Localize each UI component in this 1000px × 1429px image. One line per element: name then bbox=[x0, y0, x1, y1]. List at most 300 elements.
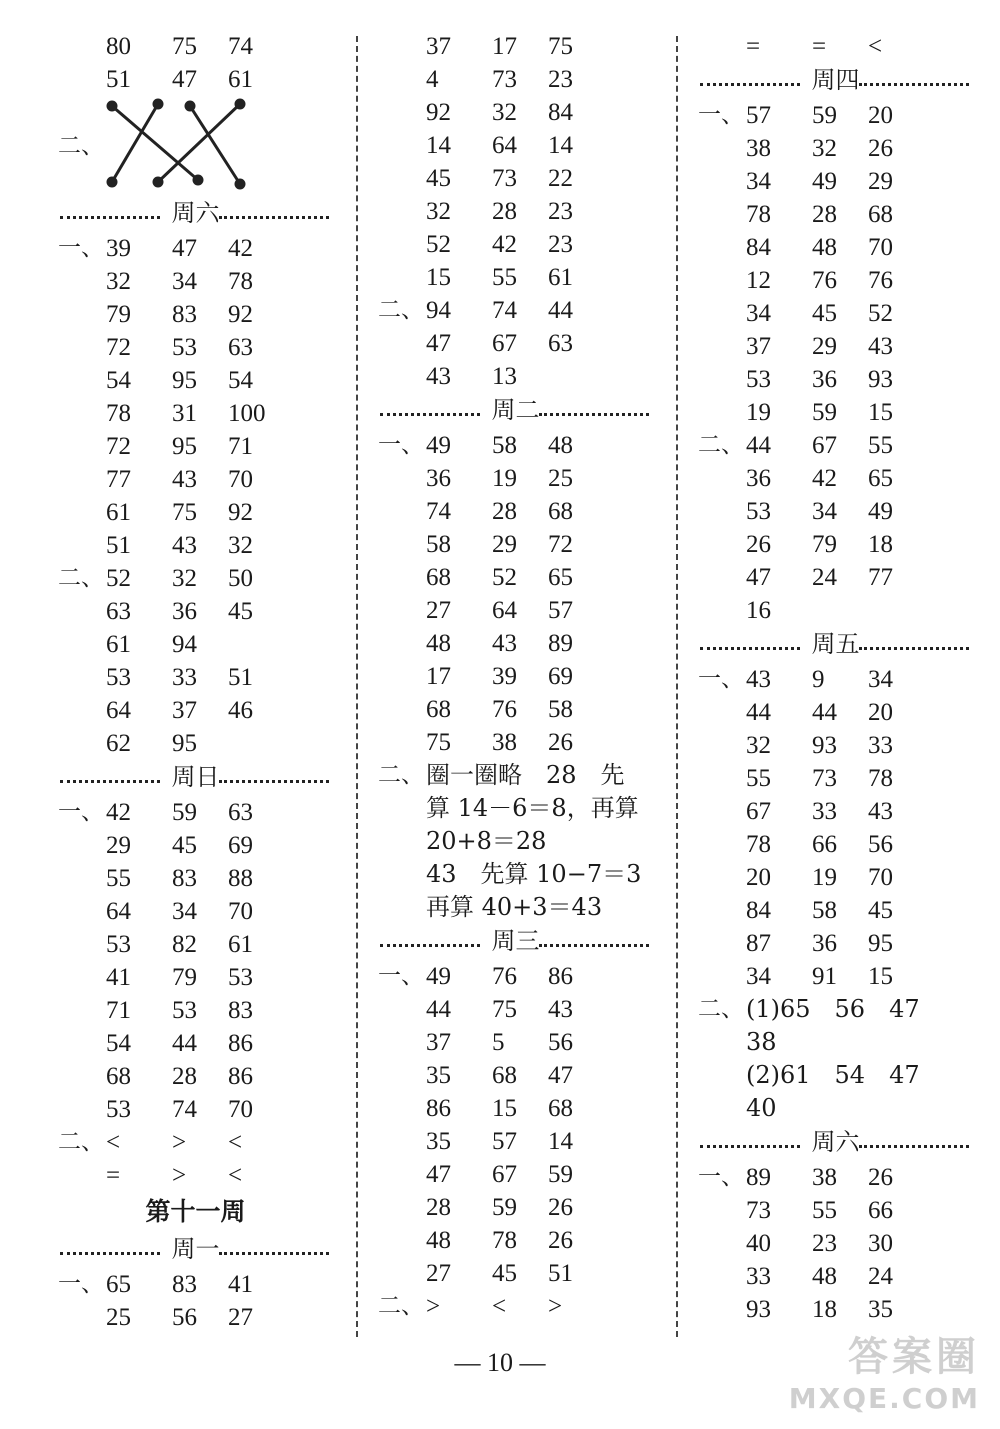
answer-value: 19 bbox=[746, 399, 771, 426]
question-label: 二、 bbox=[58, 133, 104, 159]
answer-value: 35 bbox=[426, 1062, 451, 1089]
answer-block bbox=[58, 30, 333, 96]
answer-value: 37 bbox=[426, 1029, 451, 1056]
answer-value: 59 bbox=[812, 102, 837, 129]
answer-row bbox=[58, 232, 333, 265]
answer-row bbox=[378, 228, 653, 261]
question-label: 一、 bbox=[58, 235, 104, 261]
answer-row bbox=[698, 696, 973, 729]
section-title: 周六 bbox=[811, 1128, 860, 1156]
answer-row bbox=[698, 1260, 973, 1293]
answer-value: 95 bbox=[172, 367, 197, 394]
answer-value: 65 bbox=[548, 564, 573, 591]
answer-value: 86 bbox=[548, 963, 573, 990]
answer-value: 79 bbox=[172, 964, 197, 991]
answer-value: 34 bbox=[868, 666, 893, 693]
answer-row bbox=[698, 495, 973, 528]
answer-value: 94 bbox=[172, 631, 197, 658]
answer-value: 82 bbox=[172, 931, 197, 958]
answer-row bbox=[698, 561, 973, 594]
answer-value: 20 bbox=[868, 102, 893, 129]
answer-value: 40 bbox=[746, 1230, 771, 1257]
answer-value: 95 bbox=[172, 433, 197, 460]
answer-value: 64 bbox=[492, 597, 517, 624]
answer-block bbox=[698, 99, 973, 429]
answer-text-line bbox=[698, 993, 973, 1026]
answer-value: 47 bbox=[548, 1062, 573, 1089]
answer-value: 36 bbox=[746, 465, 771, 492]
answer-value: 72 bbox=[548, 531, 573, 558]
answer-value: 76 bbox=[492, 696, 517, 723]
answer-row bbox=[698, 198, 973, 231]
answer-value: 86 bbox=[228, 1063, 253, 1090]
answer-value: 15 bbox=[868, 963, 893, 990]
answer-value: 42 bbox=[492, 231, 517, 258]
answer-value: 59 bbox=[492, 1194, 517, 1221]
answer-value: 58 bbox=[426, 531, 451, 558]
answer-value: 48 bbox=[812, 234, 837, 261]
answer-value: 33 bbox=[812, 798, 837, 825]
answer-column-2 bbox=[378, 30, 653, 1323]
answer-value: 33 bbox=[172, 664, 197, 691]
answer-row bbox=[378, 1059, 653, 1092]
answer-value: 23 bbox=[548, 66, 573, 93]
answer-row bbox=[378, 993, 653, 1026]
answer-row bbox=[378, 693, 653, 726]
answer-value: 56 bbox=[548, 1029, 573, 1056]
answer-value: 74 bbox=[426, 498, 451, 525]
answer-value: 89 bbox=[746, 1164, 771, 1191]
answer-row bbox=[378, 327, 653, 360]
answer-value: 59 bbox=[172, 799, 197, 826]
question-label: 一、 bbox=[378, 432, 424, 458]
answer-row bbox=[58, 562, 333, 595]
answer-value: 65 bbox=[106, 1271, 131, 1298]
answer-row bbox=[698, 231, 973, 264]
answer-value: 39 bbox=[492, 663, 517, 690]
answer-value: 67 bbox=[746, 798, 771, 825]
answer-value: 42 bbox=[228, 235, 253, 262]
answer-value: 32 bbox=[172, 565, 197, 592]
answer-row bbox=[378, 561, 653, 594]
answer-value: 5 bbox=[492, 1029, 505, 1056]
answer-value: 61 bbox=[106, 631, 131, 658]
answer-value: > bbox=[548, 1293, 563, 1320]
answer-block bbox=[698, 663, 973, 993]
answer-row bbox=[378, 528, 653, 561]
answer-value: 25 bbox=[548, 465, 573, 492]
answer-value: 45 bbox=[172, 832, 197, 859]
question-label: 二、 bbox=[698, 996, 744, 1022]
answer-row bbox=[378, 429, 653, 462]
answer-row bbox=[58, 694, 333, 727]
answer-row bbox=[698, 99, 973, 132]
question-label: 二、 bbox=[378, 297, 424, 323]
answer-value: 37 bbox=[172, 697, 197, 724]
answer-row bbox=[698, 927, 973, 960]
answer-value: 74 bbox=[228, 33, 253, 60]
answer-value: 64 bbox=[492, 132, 517, 159]
answer-value: 15 bbox=[868, 399, 893, 426]
answer-value: 24 bbox=[812, 564, 837, 591]
answer-value: 27 bbox=[426, 597, 451, 624]
answer-value: 9 bbox=[812, 666, 825, 693]
answer-value: 63 bbox=[228, 799, 253, 826]
answer-value: 45 bbox=[492, 1260, 517, 1287]
answer-value: 29 bbox=[492, 531, 517, 558]
answer-value: 70 bbox=[228, 1096, 253, 1123]
section-header-thursday bbox=[698, 63, 973, 99]
answer-text: 40 bbox=[746, 1094, 777, 1122]
answer-value: 57 bbox=[492, 1128, 517, 1155]
answer-value: 43 bbox=[172, 532, 197, 559]
answer-value: 54 bbox=[106, 367, 131, 394]
answer-value: 77 bbox=[106, 466, 131, 493]
answer-value: 25 bbox=[106, 1304, 131, 1331]
answer-value: 74 bbox=[492, 297, 517, 324]
answer-value: 26 bbox=[868, 1164, 893, 1191]
answer-row bbox=[378, 594, 653, 627]
answer-row bbox=[58, 1126, 333, 1159]
answer-value: 50 bbox=[228, 565, 253, 592]
section-title: 周五 bbox=[811, 630, 860, 658]
answer-value: 15 bbox=[492, 1095, 517, 1122]
answer-value: 63 bbox=[228, 334, 253, 361]
answer-value: 43 bbox=[426, 363, 451, 390]
answer-value: 26 bbox=[746, 531, 771, 558]
answer-value: 46 bbox=[228, 697, 253, 724]
answer-value: 93 bbox=[746, 1296, 771, 1323]
answer-value: 34 bbox=[812, 498, 837, 525]
answer-value: 36 bbox=[812, 930, 837, 957]
answer-row bbox=[698, 264, 973, 297]
answer-value: 13 bbox=[492, 363, 517, 390]
answer-value: 53 bbox=[106, 664, 131, 691]
section-header-saturday bbox=[698, 1125, 973, 1161]
answer-row bbox=[58, 628, 333, 661]
answer-value: 61 bbox=[548, 264, 573, 291]
answer-value: 28 bbox=[492, 198, 517, 225]
matching-lines-figure bbox=[100, 96, 270, 196]
answer-value: 75 bbox=[172, 499, 197, 526]
question-label: 二、 bbox=[698, 432, 744, 458]
answer-row bbox=[58, 1268, 333, 1301]
answer-value: 26 bbox=[868, 135, 893, 162]
answer-value: 27 bbox=[426, 1260, 451, 1287]
answer-value: 14 bbox=[426, 132, 451, 159]
answer-value: 44 bbox=[812, 699, 837, 726]
watermark-logo bbox=[789, 1325, 980, 1415]
answer-row bbox=[378, 96, 653, 129]
answer-value: 57 bbox=[746, 102, 771, 129]
answer-value: 64 bbox=[106, 697, 131, 724]
answer-value: > bbox=[426, 1293, 441, 1320]
answer-value: 47 bbox=[426, 1161, 451, 1188]
answer-text-line bbox=[378, 759, 653, 792]
answer-value: 22 bbox=[548, 165, 573, 192]
answer-value: < bbox=[228, 1129, 243, 1156]
answer-value: 30 bbox=[868, 1230, 893, 1257]
answer-value: 61 bbox=[228, 66, 253, 93]
answer-row bbox=[698, 594, 973, 627]
answer-value: 65 bbox=[868, 465, 893, 492]
answer-row bbox=[378, 1125, 653, 1158]
answer-text-line bbox=[378, 858, 653, 891]
answer-value: 56 bbox=[172, 1304, 197, 1331]
answer-row bbox=[58, 63, 333, 96]
answer-value: 95 bbox=[868, 930, 893, 957]
answer-row bbox=[698, 894, 973, 927]
answer-value: 41 bbox=[106, 964, 131, 991]
answer-value: 73 bbox=[492, 66, 517, 93]
answer-row bbox=[698, 861, 973, 894]
answer-value: 61 bbox=[106, 499, 131, 526]
answer-value: 62 bbox=[106, 730, 131, 757]
answer-value: 61 bbox=[228, 931, 253, 958]
section-header-monday bbox=[58, 1232, 333, 1268]
answer-value: 47 bbox=[172, 235, 197, 262]
answer-row bbox=[378, 1026, 653, 1059]
answer-block bbox=[58, 232, 333, 562]
answer-row bbox=[58, 1301, 333, 1334]
question-label: 二、 bbox=[58, 565, 104, 591]
answer-text: (1)65 56 47 bbox=[746, 995, 920, 1023]
answer-value: 55 bbox=[106, 865, 131, 892]
answer-value: 52 bbox=[426, 231, 451, 258]
answer-row bbox=[58, 895, 333, 928]
answer-value: 68 bbox=[868, 201, 893, 228]
answer-value: 52 bbox=[868, 300, 893, 327]
answer-row bbox=[698, 132, 973, 165]
answer-block bbox=[58, 796, 333, 1126]
answer-value: 35 bbox=[426, 1128, 451, 1155]
answer-value: 54 bbox=[228, 367, 253, 394]
section-header-tuesday bbox=[378, 393, 653, 429]
answer-value: 39 bbox=[106, 235, 131, 262]
answer-value: < bbox=[228, 1162, 243, 1189]
answer-value: 58 bbox=[492, 432, 517, 459]
answer-value: 86 bbox=[426, 1095, 451, 1122]
answer-column-3 bbox=[698, 30, 973, 1326]
section-title: 周日 bbox=[171, 763, 220, 791]
answer-value: 18 bbox=[812, 1296, 837, 1323]
answer-value: 67 bbox=[812, 432, 837, 459]
answer-value: 93 bbox=[812, 732, 837, 759]
answer-value: 27 bbox=[228, 1304, 253, 1331]
answer-value: 43 bbox=[492, 630, 517, 657]
answer-row bbox=[698, 429, 973, 462]
answer-row bbox=[378, 294, 653, 327]
answer-value: 48 bbox=[426, 630, 451, 657]
answer-value: 55 bbox=[746, 765, 771, 792]
answer-value: 29 bbox=[106, 832, 131, 859]
answer-value: 51 bbox=[548, 1260, 573, 1287]
answer-row bbox=[698, 729, 973, 762]
answer-value: 54 bbox=[106, 1030, 131, 1057]
answer-row bbox=[378, 1092, 653, 1125]
answer-value: 34 bbox=[746, 963, 771, 990]
answer-value: 53 bbox=[746, 498, 771, 525]
answer-value: 48 bbox=[812, 1263, 837, 1290]
answer-value: 53 bbox=[172, 997, 197, 1024]
answer-row bbox=[58, 1093, 333, 1126]
answer-row bbox=[58, 1027, 333, 1060]
answer-value: 77 bbox=[868, 564, 893, 591]
answer-value: 12 bbox=[746, 267, 771, 294]
answer-value: 38 bbox=[812, 1164, 837, 1191]
answer-block bbox=[58, 1126, 333, 1192]
answer-value: 34 bbox=[746, 168, 771, 195]
answer-row bbox=[698, 30, 973, 63]
answer-row bbox=[58, 862, 333, 895]
answer-value: 49 bbox=[426, 963, 451, 990]
answer-text-block bbox=[378, 759, 653, 924]
answer-value: 78 bbox=[868, 765, 893, 792]
answer-value: 48 bbox=[426, 1227, 451, 1254]
answer-row bbox=[378, 162, 653, 195]
answer-value: 43 bbox=[746, 666, 771, 693]
answer-row bbox=[58, 430, 333, 463]
question-label: 二、 bbox=[58, 1129, 104, 1155]
answer-text-block bbox=[698, 993, 973, 1125]
answer-block bbox=[698, 429, 973, 627]
answer-value: 63 bbox=[106, 598, 131, 625]
answer-row bbox=[378, 1191, 653, 1224]
answer-value: 44 bbox=[172, 1030, 197, 1057]
answer-value: 91 bbox=[812, 963, 837, 990]
answer-value: 37 bbox=[426, 33, 451, 60]
answer-value: 68 bbox=[106, 1063, 131, 1090]
answer-value: 38 bbox=[746, 135, 771, 162]
answer-value: 35 bbox=[868, 1296, 893, 1323]
answer-value: 49 bbox=[812, 168, 837, 195]
answer-value: 84 bbox=[548, 99, 573, 126]
answer-value: 32 bbox=[426, 198, 451, 225]
answer-value: 32 bbox=[746, 732, 771, 759]
answer-value: 74 bbox=[172, 1096, 197, 1123]
answer-value: 28 bbox=[492, 498, 517, 525]
answer-value: 53 bbox=[106, 1096, 131, 1123]
answer-value: 52 bbox=[492, 564, 517, 591]
answer-value: 23 bbox=[548, 198, 573, 225]
answer-value: 44 bbox=[746, 699, 771, 726]
answer-value: 76 bbox=[812, 267, 837, 294]
answer-row bbox=[698, 165, 973, 198]
answer-value: 78 bbox=[746, 201, 771, 228]
answer-value: 73 bbox=[746, 1197, 771, 1224]
answer-row bbox=[698, 1161, 973, 1194]
answer-value: 28 bbox=[812, 201, 837, 228]
answer-row bbox=[378, 195, 653, 228]
answer-value: 32 bbox=[492, 99, 517, 126]
answer-row bbox=[378, 462, 653, 495]
answer-value: 31 bbox=[172, 400, 197, 427]
answer-value: 52 bbox=[106, 565, 131, 592]
answer-row bbox=[378, 129, 653, 162]
section-header-wednesday bbox=[378, 924, 653, 960]
answer-value: 68 bbox=[548, 1095, 573, 1122]
answer-value: 51 bbox=[106, 532, 131, 559]
answer-value: 59 bbox=[548, 1161, 573, 1188]
answer-value: 44 bbox=[548, 297, 573, 324]
answer-value: 68 bbox=[426, 696, 451, 723]
answer-row bbox=[698, 960, 973, 993]
answer-value: 75 bbox=[172, 33, 197, 60]
answer-value: 70 bbox=[228, 898, 253, 925]
question-label: 二、 bbox=[378, 762, 424, 788]
answer-value: = bbox=[812, 33, 827, 60]
answer-text: 圈一圈略 28 先 bbox=[426, 761, 625, 789]
answer-value: 33 bbox=[868, 732, 893, 759]
answer-block bbox=[378, 1290, 653, 1323]
answer-value: 89 bbox=[548, 630, 573, 657]
answer-row bbox=[698, 795, 973, 828]
answer-value: 55 bbox=[492, 264, 517, 291]
answer-value: 78 bbox=[106, 400, 131, 427]
answer-text: 20+8＝28 bbox=[426, 827, 547, 855]
answer-value: < bbox=[868, 33, 883, 60]
answer-row bbox=[378, 1224, 653, 1257]
answer-row bbox=[378, 1290, 653, 1323]
answer-row bbox=[58, 595, 333, 628]
answer-text-line bbox=[698, 1059, 973, 1092]
answer-value: 34 bbox=[172, 898, 197, 925]
answer-value: 59 bbox=[812, 399, 837, 426]
answer-value: 84 bbox=[746, 234, 771, 261]
answer-block bbox=[58, 1268, 333, 1334]
answer-value: 68 bbox=[426, 564, 451, 591]
answer-value: 36 bbox=[812, 366, 837, 393]
answer-row bbox=[58, 364, 333, 397]
answer-row bbox=[58, 1060, 333, 1093]
answer-row bbox=[58, 30, 333, 63]
answer-text-line bbox=[378, 792, 653, 825]
answer-row bbox=[58, 265, 333, 298]
answer-text-line bbox=[378, 891, 653, 924]
answer-value: 4 bbox=[426, 66, 439, 93]
answer-row bbox=[378, 360, 653, 393]
answer-value: 16 bbox=[746, 597, 771, 624]
question-label: 一、 bbox=[698, 102, 744, 128]
answer-value: 49 bbox=[868, 498, 893, 525]
answer-value: < bbox=[106, 1129, 121, 1156]
answer-row bbox=[378, 1158, 653, 1191]
answer-value: 70 bbox=[868, 864, 893, 891]
answer-value: 69 bbox=[548, 663, 573, 690]
answer-value: 47 bbox=[172, 66, 197, 93]
answer-value: 66 bbox=[812, 831, 837, 858]
answer-value: 76 bbox=[868, 267, 893, 294]
question-label: 一、 bbox=[698, 666, 744, 692]
answer-value: 93 bbox=[868, 366, 893, 393]
answer-row bbox=[698, 462, 973, 495]
answer-value: 33 bbox=[746, 1263, 771, 1290]
answer-value: 58 bbox=[548, 696, 573, 723]
answer-value: 17 bbox=[492, 33, 517, 60]
answer-block bbox=[378, 960, 653, 1290]
answer-row bbox=[58, 529, 333, 562]
answer-value: 26 bbox=[548, 729, 573, 756]
answer-value: 43 bbox=[868, 333, 893, 360]
answer-value: < bbox=[492, 1293, 507, 1320]
answer-value: 18 bbox=[868, 531, 893, 558]
answer-value: 73 bbox=[812, 765, 837, 792]
answer-value: 32 bbox=[812, 135, 837, 162]
section-header-friday bbox=[698, 627, 973, 663]
answer-value: 34 bbox=[172, 268, 197, 295]
answer-row bbox=[698, 1293, 973, 1326]
answer-value: 36 bbox=[426, 465, 451, 492]
